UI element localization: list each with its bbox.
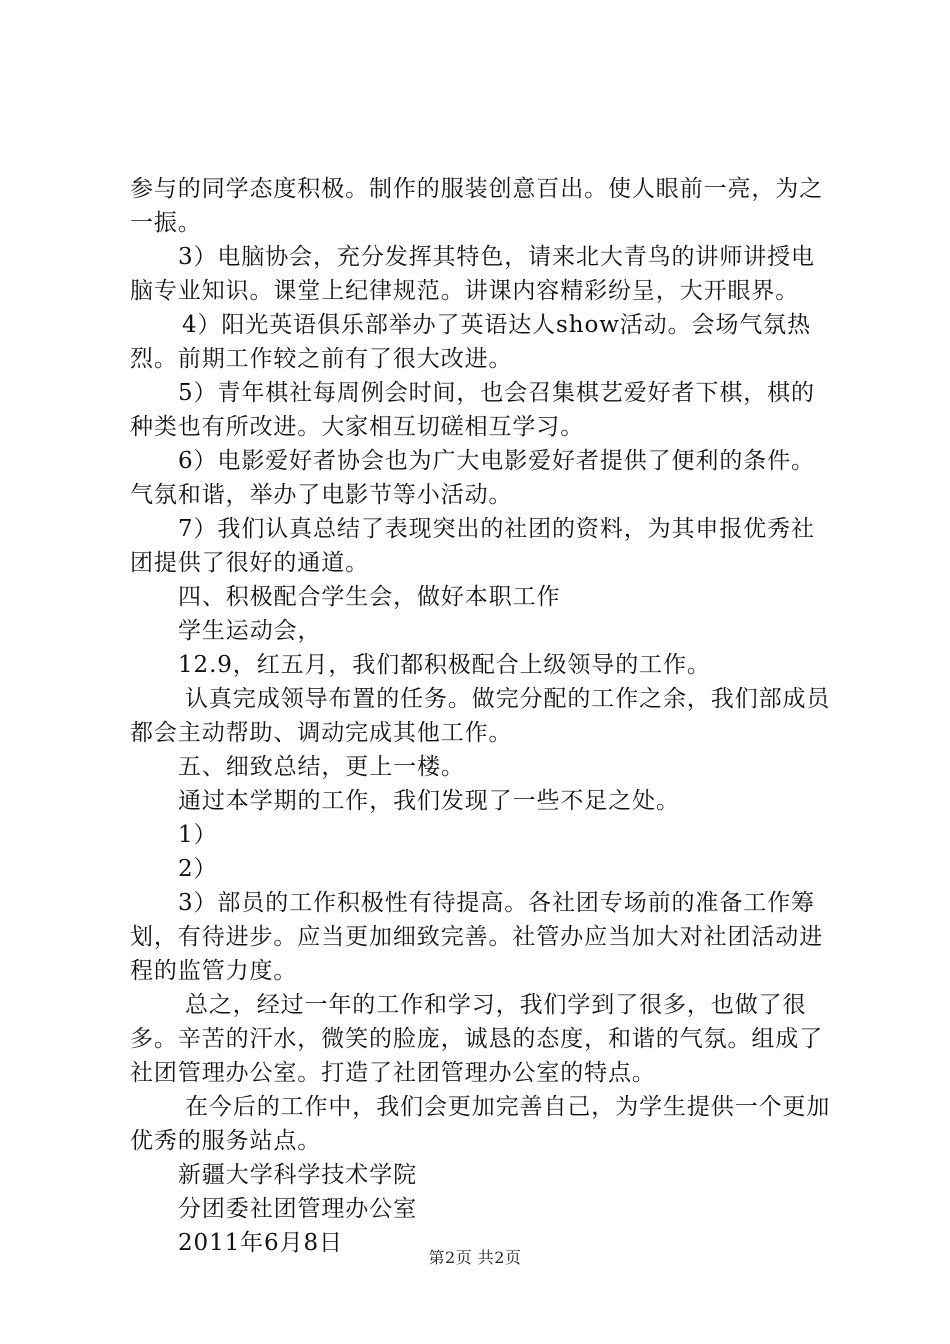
page-number: 第2页 共2页	[428, 1248, 522, 1267]
paragraph-cooperation: 12.9，红五月，我们都积极配合上级领导的工作。	[178, 652, 711, 678]
section-heading-4: 四、积极配合学生会，做好本职工作	[178, 584, 561, 610]
section-heading-5: 五、细致总结，更上一楼。	[178, 754, 465, 780]
paragraph-shortcomings-intro: 通过本学期的工作，我们发现了一些不足之处。	[178, 788, 680, 814]
paragraph-conclusion: 总之，经过一年的工作和学习，我们学到了很多，也做了很多。辛苦的汗水，微笑的脸庞，诚恳的态度，和谐的气氛。组成了社团管理办公室。打造了社团管理办公室的特点。	[130, 992, 824, 1086]
list-item-2: 2）	[178, 856, 218, 882]
paragraph-tasks: 认真完成领导布置的任务。做完分配的工作之余，我们部成员都会主动帮助、调动完成其他工作。	[130, 686, 831, 746]
document-body	[130, 172, 835, 1260]
paragraph-english-club: 4）阳光英语俱乐部举办了英语达人show活动。会场气氛热烈。前期工作较之前有了很大改进。	[130, 312, 811, 372]
paragraph-computer-association: 3）电脑协会，充分发挥其特色，请来北大青鸟的讲师讲授电脑专业知识。课堂上纪律规范。讲课内容精彩纷呈，大开眼界。	[130, 244, 815, 304]
paragraph-summary-outstanding: 7）我们认真总结了表现突出的社团的资料，为其申报优秀社团提供了很好的通道。	[130, 516, 815, 576]
paragraph-film-association: 6）电影爱好者协会也为广大电影爱好者提供了便利的条件。气氛和谐，举办了电影节等小活动。	[130, 448, 815, 508]
signature-office: 分团委社团管理办公室	[178, 1196, 417, 1222]
list-item-1: 1）	[178, 822, 218, 848]
signature-institution: 新疆大学科学技术学院	[178, 1162, 417, 1188]
paragraph-continuation: 参与的同学态度积极。制作的服装创意百出。使人眼前一亮，为之一振。	[130, 176, 824, 236]
list-item-3: 3）部员的工作积极性有待提高。各社团专场前的准备工作筹划，有待进步。应当更加细致完善。社管办应当加大对社团活动进程的监管力度。	[130, 890, 824, 984]
signature-date: 2011年6月8日	[178, 1230, 343, 1256]
paragraph-sports-meeting: 学生运动会，	[178, 618, 322, 644]
paragraph-future: 在今后的工作中，我们会更加完善自己，为学生提供一个更加优秀的服务站点。	[130, 1094, 831, 1154]
paragraph-chess-club: 5）青年棋社每周例会时间，也会召集棋艺爱好者下棋，棋的种类也有所改进。大家相互切磋相互学习。	[130, 380, 815, 440]
